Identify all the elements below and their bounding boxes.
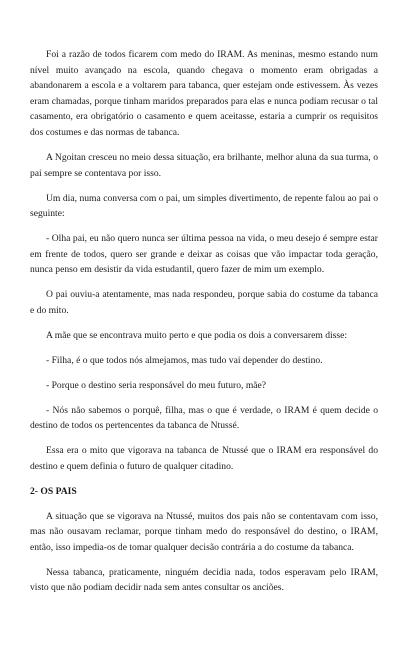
paragraph: O pai ouviu-a atentamente, mas nada respondeu, porque sabia do costume da tabanca e do mito. bbox=[30, 289, 378, 316]
section-heading: 2- OS PAIS bbox=[30, 485, 77, 497]
paragraph: - Filha, é o que todos nós almejamos, mas tudo vai depender do destino. bbox=[46, 354, 323, 366]
paragraph: Um dia, numa conversa com o pai, um simples divertimento, de repente falou ao pai o seguinte: bbox=[30, 192, 378, 220]
paragraph: - Nós não sabemos o porquê, filha, mas o que é verdade, o IRAM é quem decide o destino de todos os pertencentes da tabanca de Ntussé. bbox=[30, 404, 378, 432]
paragraph: Foi a razão de todos ficarem com medo do IRAM. As meninas, mesmo estando num nível muito avançado na escola, quando chegava o momento eram obrigadas a abandonarem a escola e a voltarem para tabanca, quer estejam onde estivessem. Às vezes eram chamadas, porque tinham maridos preparados para elas e nunca podiam recusar o tal casamento, era obrigatório o casamento e quem aceitasse, estaria a cumprir os requisitos dos costumes e das normas de tabanca. bbox=[30, 49, 378, 138]
paragraph: - Porque o destino seria responsável do meu futuro, mãe? bbox=[46, 379, 267, 391]
paragraph: - Olha pai, eu não quero nunca ser última pessoa na vida, o meu desejo é sempre estar em frente de todos, quero ser grande e deixar as coisas que vão impactar toda geração, nunca penso em desistir da vida estudantil, quero fazer de mim um exemplo. bbox=[30, 233, 378, 276]
paragraph: A Ngoitan cresceu no meio dessa situação, era brilhante, melhor aluna da sua turma, o pai sempre se contentava por isso. bbox=[30, 151, 378, 179]
paragraph: A situação que se vigorava na Ntussé, muitos dos pais não se contentavam com isso, mas não ousavam reclamar, porque tinham medo do responsável do destino, o IRAM, então, isso impedia-os de tomar qualquer decisão contrária a do costume da tabanca. bbox=[30, 510, 378, 553]
paragraph: Essa era o mito que vigorava na tabanca de Ntussé que o IRAM era responsável do destino e quem definia o futuro de qualquer citadino. bbox=[30, 445, 378, 472]
paragraph: A mãe que se encontrava muito perto e que podia os dois a conversarem disse: bbox=[46, 329, 348, 341]
paragraph: Nessa tabanca, praticamente, ninguém decidia nada, todos esperavam pelo IRAM, visto que não podiam decidir nada sem antes consultar os anciões. bbox=[30, 566, 378, 594]
